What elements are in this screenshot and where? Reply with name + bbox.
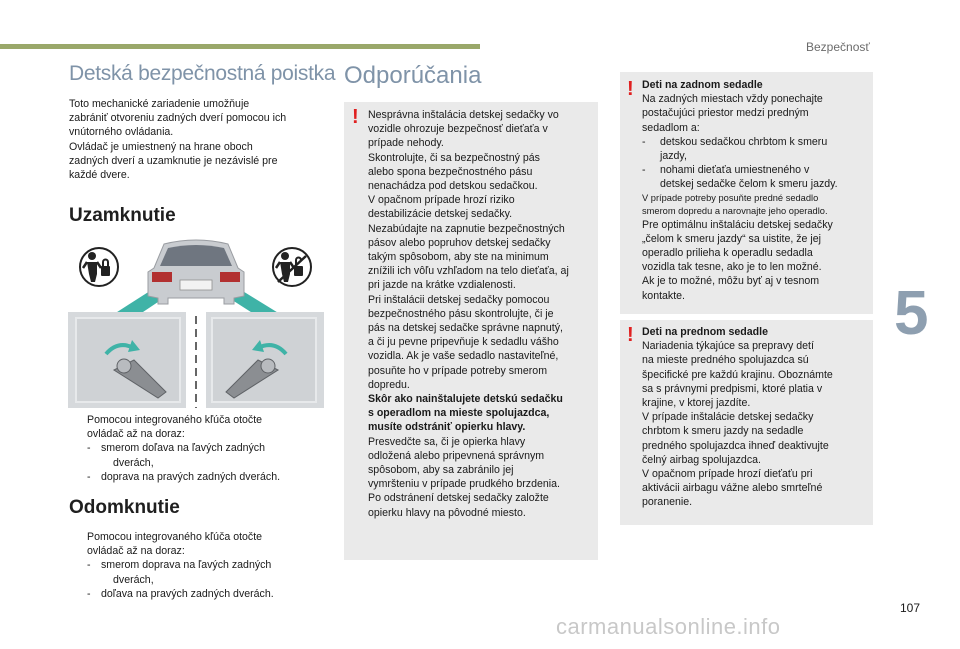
warning-icon: ! (627, 78, 634, 100)
text-line: znížili ich vôľu vzhľadom na telo dieťaťa, aj (368, 265, 569, 278)
text-line: čelný airbag spolujazdca. (642, 453, 761, 466)
text-line: pás na detskej sedačke správne napnutý, (368, 322, 563, 335)
page-number: 107 (900, 601, 921, 615)
text-line: V opačnom prípade hrozí dieťaťu pri (642, 468, 813, 481)
text-line: spôsobom, aby sa zabránilo jej (368, 464, 514, 477)
text-line: odložená alebo pripevnená správnym (368, 449, 545, 462)
text-line: operadlo prilieha k operadlu sedadla (642, 247, 813, 260)
text-line: Skontrolujte, či sa bezpečnostný pás (368, 151, 540, 164)
text-line: posuňte ho v prípade potreby smerom (368, 364, 548, 377)
text-line: dopredu. (368, 378, 410, 391)
text-line: špecifické pre každú krajinu. Oboznámte (642, 368, 833, 381)
list-item (69, 413, 329, 427)
text-line: a či ju pevne pripevňuje k sedadlu vášho (368, 336, 559, 349)
bold-line: s operadlom na mieste spolujazdca, (368, 407, 550, 420)
intro-line: zadných dverí a uzamknutie je nezávislé pre (69, 154, 278, 167)
child-lock-illustration (68, 234, 324, 412)
small-note: smerom dopredu a narovnajte jeho operadlo. (642, 205, 828, 216)
text-line: V prípade inštalácie detskej sedačky (642, 411, 814, 424)
sub-item (642, 163, 872, 177)
unlock-instructions (69, 530, 329, 601)
text-line: chrbtom k smeru jazdy na sedadle (642, 425, 804, 438)
intro-line: vnútorného ovládania. (69, 126, 174, 139)
intro-line: Ovládač je umiestnený na hrane oboch (69, 140, 253, 153)
sub-text: nohami dieťaťa umiestneného v (660, 164, 810, 177)
front-seat-heading: Deti na prednom sedadle (642, 326, 768, 338)
text-line: Pre optimálnu inštaláciu detskej sedačky (642, 218, 833, 231)
text-line: V opačnom prípade hrozí riziko (368, 194, 515, 207)
sub-text: detskou sedačkou chrbtom k smeru (660, 135, 828, 148)
intro-line: Toto mechanické zariadenie umožňuje (69, 98, 250, 110)
text-line: predného spolujazdca ihneď deaktivujte (642, 439, 829, 452)
list-item (69, 530, 329, 544)
watermark: carmanualsonline.info (556, 614, 781, 639)
text-line: vozidla. Ak je vaše sedadlo nastaviteľné, (368, 350, 559, 363)
child-lock-locked-icon (80, 248, 118, 286)
text-line: vozidle ohrozuje bezpečnosť dieťaťa v (368, 123, 548, 136)
text-line: „čelom k smeru jazdy“ sa uistite, že jej (642, 232, 821, 245)
recommendations-title: Odporúčania (344, 62, 482, 89)
text-line: pásov alebo popruhov detskej sedačky (368, 236, 551, 249)
intro-paragraph (69, 97, 324, 182)
text-line: kontakte. (642, 289, 685, 302)
text-line: na mieste predného spolujazdca sú (642, 354, 809, 367)
sub-text: jazdy, (660, 150, 687, 163)
chapter-number: 5 (894, 279, 929, 348)
bullet-text: ovládač až na doraz: (87, 428, 185, 441)
text-line: nenachádza pod detskou sedačkou. (368, 180, 538, 193)
text-line: Nesprávna inštalácia detskej sedačky vo (368, 109, 559, 121)
text-line: takým spôsobom, aby ste na minimum (368, 251, 549, 264)
recommendations-text (368, 108, 596, 520)
intro-line: každé dvere. (69, 169, 130, 182)
text-line: poranenie. (642, 496, 693, 509)
list-item (69, 427, 329, 441)
text-line: sa s právnymi predpismi, ktoré platia v (642, 382, 823, 395)
sub-text: doľava na pravých zadných dverách. (101, 587, 274, 600)
dash: - (87, 470, 91, 483)
sub-item (69, 573, 329, 587)
dash: - (87, 559, 91, 572)
sub-item (69, 441, 329, 455)
sub-item (642, 177, 872, 191)
text-line: opierku hlavy na pôvodné miesto. (368, 506, 526, 519)
text-line: alebo spona bezpečnostného pásu (368, 165, 533, 178)
section-header: Bezpečnosť (806, 40, 870, 54)
intro-line: zabrániť otvoreniu zadných dverí pomocou ich (69, 112, 287, 125)
rear-seat-text (642, 78, 872, 303)
dash: - (87, 442, 91, 455)
text-line: postačujúci priestor medzi predným (642, 107, 809, 120)
sub-text: dverách, (113, 573, 154, 586)
text-line: destabilizácie detskej sedačky. (368, 208, 513, 221)
text-line: bezpečnostného pásu skontrolujte, či je (368, 307, 554, 320)
rear-seat-heading: Deti na zadnom sedadle (642, 79, 763, 91)
bold-line: musíte odstrániť opierku hlavy. (368, 421, 526, 434)
text-line: Presvedčte sa, či je opierka hlavy (368, 435, 526, 448)
text-line: Nezabúdajte na zapnutie bezpečnostných (368, 222, 565, 235)
text-line: Nariadenia týkajúce sa prepravy detí (642, 340, 814, 353)
sub-item (642, 135, 872, 149)
warning-icon: ! (352, 106, 359, 128)
text-line: vozidla tak tesne, ako je to len možné. (642, 261, 822, 274)
text-line: Ak je to možné, môžu byť aj v tesnom (642, 275, 820, 288)
sub-item (69, 470, 329, 484)
front-seat-text (642, 325, 872, 510)
text-line: aktivácii airbagu vážne alebo smrteľné (642, 482, 823, 495)
sub-text: dverách, (113, 456, 154, 469)
dash: - (87, 587, 91, 600)
dash: - (642, 135, 646, 148)
bullet-icon (69, 413, 87, 427)
child-lock-title: Detská bezpečnostná poistka (69, 62, 336, 85)
bold-line: Skôr ako nainštalujete detskú sedačku (368, 393, 563, 406)
sub-item (69, 558, 329, 572)
warning-icon: ! (627, 324, 634, 346)
sub-text: doprava na pravých zadných dverách. (101, 470, 281, 483)
bullet-text: Pomocou integrovaného kľúča otočte (87, 414, 263, 426)
text-line: prípade nehody. (368, 137, 444, 150)
sub-text: smerom doľava na ľavých zadných (101, 442, 265, 455)
lock-section-title: Uzamknutie (69, 205, 176, 226)
text-line: sedadlom a: (642, 121, 700, 134)
bullet-text: ovládač až na doraz: (87, 545, 185, 558)
unlock-section-title: Odomknutie (69, 497, 180, 518)
text-line: Na zadných miestach vždy ponechajte (642, 93, 823, 106)
text-line: pri jazde na krátke vzdialenosti. (368, 279, 516, 292)
sub-text: detskej sedačke čelom k smeru jazdy. (660, 178, 838, 191)
sub-item (69, 456, 329, 470)
child-lock-unlocked-icon (273, 248, 311, 286)
dash: - (642, 164, 646, 177)
small-note: V prípade potreby posuňte predné sedadlo (642, 192, 819, 203)
text-line: vymršteniu v prípade prudkého brzdenia. (368, 478, 560, 491)
text-line: Po odstránení detskej sedačky založte (368, 492, 549, 505)
sub-item (642, 149, 872, 163)
rear-car-icon (148, 240, 244, 304)
sub-text: smerom doprava na ľavých zadných (101, 559, 272, 572)
bullet-text: Pomocou integrovaného kľúča otočte (87, 531, 263, 543)
text-line: krajine, v ktorej jazdíte. (642, 397, 751, 410)
list-item (69, 544, 329, 558)
lock-instructions (69, 413, 329, 484)
text-line: Pri inštalácii detskej sedačky pomocou (368, 293, 550, 306)
bullet-icon (69, 530, 87, 544)
section-accent-bar (0, 44, 480, 49)
sub-item (69, 587, 329, 601)
